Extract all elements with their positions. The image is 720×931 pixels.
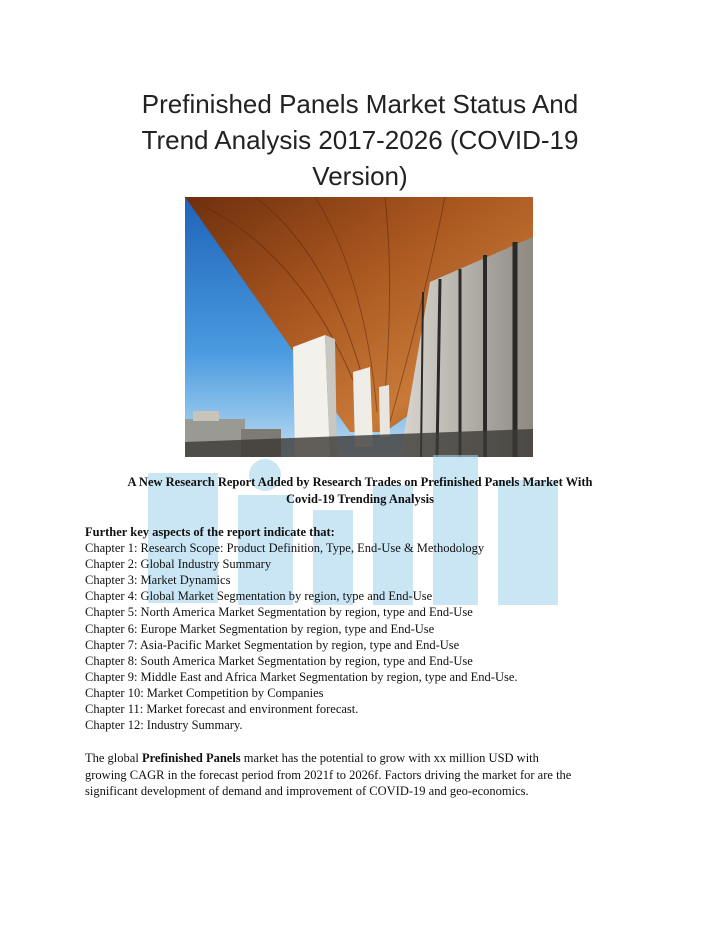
subtitle-line-1: A New Research Report Added by Research Trades on Prefinished Panels Market With <box>127 475 593 489</box>
market-paragraph <box>85 750 645 800</box>
chapter-item: Chapter 7: Asia-Pacific Market Segmentation by region, type and End-Use <box>85 637 460 652</box>
paragraph-line-1-rest: market has the potential to grow with xx million USD with <box>240 751 539 765</box>
chapter-item: Chapter 8: South America Market Segmentation by region, type and End-Use <box>85 653 473 668</box>
chapter-item: Chapter 2: Global Industry Summary <box>85 557 272 572</box>
title-line-1: Prefinished Panels Market Status And <box>141 89 579 119</box>
chapter-item: Chapter 6: Europe Market Segmentation by region, type and End-Use <box>85 621 435 636</box>
subtitle-line-2: Covid-19 Trending Analysis <box>286 492 434 506</box>
report-subtitle <box>70 474 650 508</box>
chapter-item: Chapter 5: North America Market Segmentation by region, type and End-Use <box>85 605 473 620</box>
chapter-item: Chapter 4: Global Market Segmentation by region, type and End-Use <box>85 589 433 604</box>
product-name: Prefinished Panels <box>141 751 241 765</box>
hero-image <box>185 197 533 457</box>
paragraph-line-2: growing CAGR in the forecast period from 2021f to 2026f. Factors driving the market for are the <box>85 767 572 782</box>
chapter-item: Chapter 10: Market Competition by Companies <box>85 685 324 700</box>
aspects-heading: Further key aspects of the report indicate that: <box>85 525 335 539</box>
chapter-item: Chapter 11: Market forecast and environment forecast. <box>85 702 359 717</box>
paragraph-line-1 <box>85 750 645 767</box>
chapter-list <box>85 524 645 733</box>
paragraph-line-3: significant development of demand and improvement of COVID-19 and geo-economics. <box>85 784 529 798</box>
page-title <box>60 86 660 194</box>
chapter-item: Chapter 12: Industry Summary. <box>85 718 243 733</box>
title-line-3: Version) <box>312 161 408 191</box>
balcony-wood-ceiling-photo <box>185 197 533 457</box>
title-line-2: Trend Analysis 2017-2026 (COVID-19 <box>141 125 579 155</box>
chapter-item: Chapter 1: Research Scope: Product Definition, Type, End-Use & Methodology <box>85 541 485 556</box>
chapter-item: Chapter 9: Middle East and Africa Market Segmentation by region, type and End-Use. <box>85 669 518 684</box>
paragraph-prefix: The global <box>85 751 142 765</box>
chapter-item: Chapter 3: Market Dynamics <box>85 573 231 588</box>
